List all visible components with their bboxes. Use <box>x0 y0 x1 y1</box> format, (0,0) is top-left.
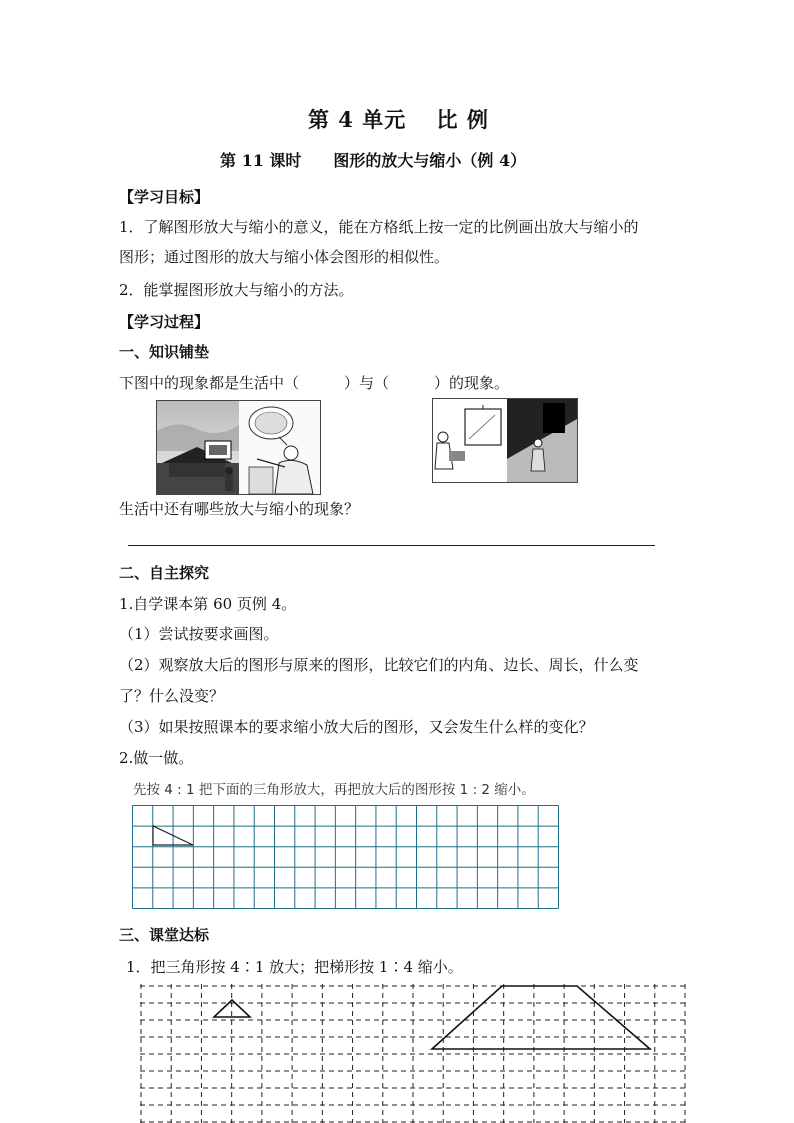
unit-title: 第 4 单元 比 例 <box>308 107 489 132</box>
goal-line-3: 2．能掌握图形放大与缩小的方法。 <box>119 281 354 299</box>
part2-item-3: （2）观察放大后的图形与原来的图形，比较它们的内角、边长、周长，什么变 <box>119 656 639 674</box>
lesson-title: 第 11 课时 图形的放大与缩小（例 4） <box>220 151 527 170</box>
photo-tiananmen-projection <box>156 400 321 495</box>
part2-item-6: 2.做一做。 <box>119 749 194 767</box>
process-heading: 【学习过程】 <box>119 313 210 331</box>
part1-heading: 一、知识铺垫 <box>119 343 210 361</box>
goals-heading: 【学习目标】 <box>119 188 210 206</box>
part2-heading: 二、自主探究 <box>119 564 210 582</box>
target-trapezoid <box>432 986 650 1049</box>
part2-item-1: 1.自学课本第 60 页例 4。 <box>119 595 297 613</box>
part3-item-1: 1．把三角形按 4∶1 放大；把梯形按 1∶4 缩小。 <box>126 958 463 976</box>
part1-fill-line: 下图中的现象都是生活中（ ）与（ ）的现象。 <box>119 374 510 392</box>
photo-projector-shadow <box>432 398 578 483</box>
goal-line-2: 图形；通过图形的放大与缩小体会图形的相似性。 <box>119 248 450 266</box>
part1-question: 生活中还有哪些放大与缩小的现象？ <box>119 500 360 518</box>
practice-grid <box>140 984 686 1123</box>
part2-item-5: （3）如果按照课本的要求缩小放大后的图形，又会发生什么样的变化？ <box>119 718 594 736</box>
part2-item-2: （1）尝试按要求画图。 <box>119 625 279 643</box>
part2-item-4: 了？什么没变？ <box>119 687 225 705</box>
goal-line-1: 1．了解图形放大与缩小的意义，能在方格纸上按一定的比例画出放大与缩小的 <box>119 218 639 236</box>
exercise-instruction: 先按 4 : 1 把下面的三角形放大，再把放大后的图形按 1 : 2 缩小。 <box>133 782 535 798</box>
part3-heading: 三、课堂达标 <box>119 926 210 944</box>
answer-line <box>128 545 655 546</box>
exercise-grid <box>132 805 559 909</box>
